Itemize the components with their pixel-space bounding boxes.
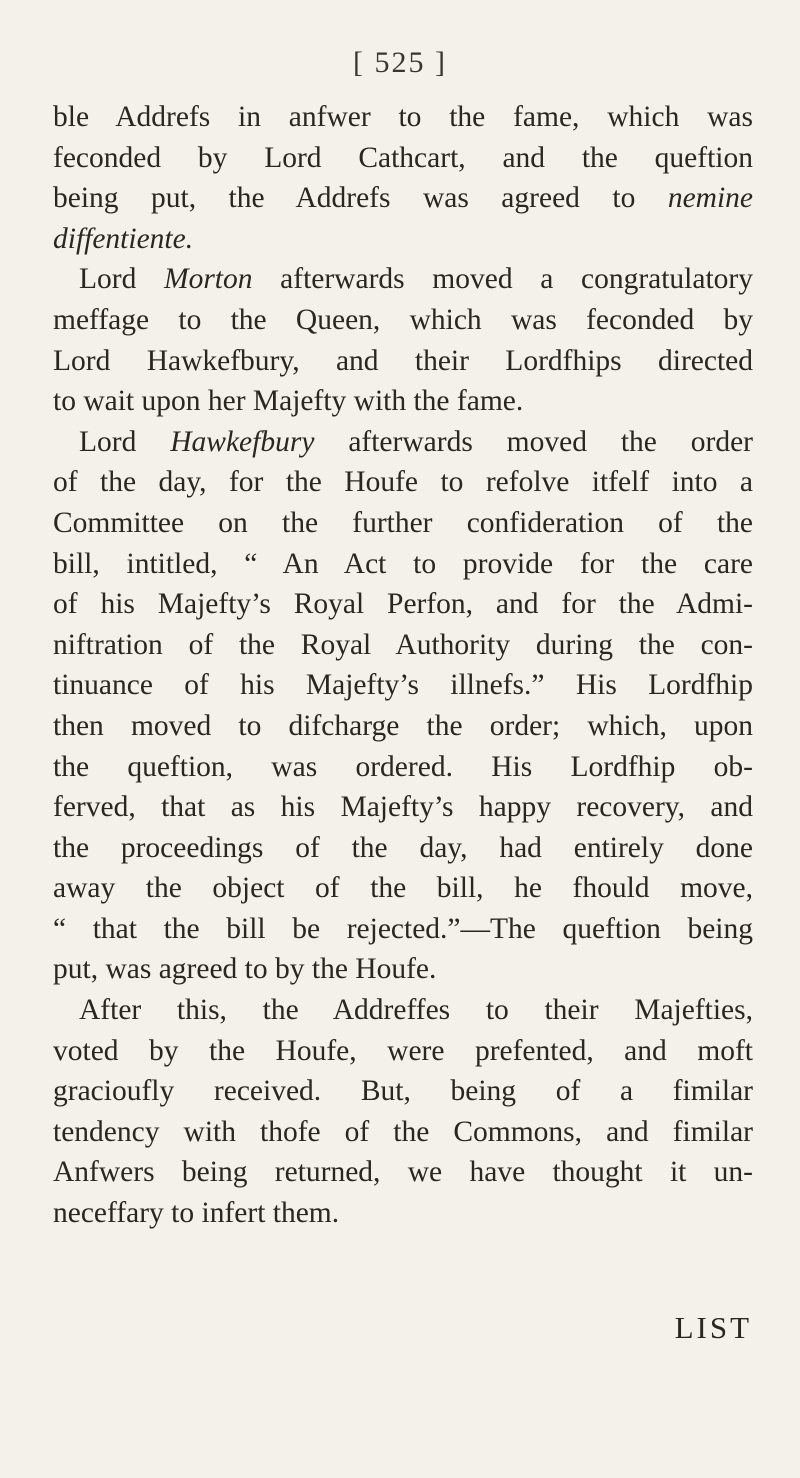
text-line: ble Addrefs in anfwer to the fame, which was — [53, 101, 753, 133]
text-line: tinuance of his Majefty’s illnefs.” His Lordfhip — [53, 669, 753, 702]
text-line — [53, 178, 753, 219]
text-line: Anfwers being returned, we have thought it un- — [53, 1156, 753, 1189]
text-line: meffage to the Queen, which was feconded by — [53, 303, 753, 336]
text-line: feconded by Lord Cathcart, and the queftion — [53, 141, 753, 174]
page-number: [ 525 ] — [353, 46, 447, 79]
text-segment: afterwards moved the order — [348, 425, 754, 458]
text-line: neceffary to infert them. — [53, 1197, 340, 1230]
text-line — [53, 219, 753, 260]
text-segment: being put, the Addrefs was agreed to — [53, 182, 636, 215]
text-line: the queftion, was ordered. His Lordfhip ob- — [53, 750, 753, 783]
paragraph-start-line: After this, the Addreffes to their Majefties, — [79, 994, 753, 1027]
body-text — [53, 97, 753, 1234]
text-line: tendency with thofe of the Commons, and fimilar — [53, 1115, 753, 1148]
text-line: ferved, that as his Majefty’s happy recovery, and — [53, 791, 753, 824]
text-line: then moved to difcharge the order; which, upon — [53, 709, 753, 742]
text-line: voted by the Houfe, were prefented, and moft — [53, 1034, 753, 1067]
text-line: niftration of the Royal Authority during the con- — [53, 628, 753, 661]
text-line: “ that the bill be rejected.”—The queftion being — [53, 912, 753, 945]
italic-phrase: diffentiente. — [53, 222, 194, 255]
text-line: the proceedings of the day, had entirely done — [53, 831, 753, 864]
text-line: gracioufly received. But, being of a fimilar — [53, 1075, 753, 1108]
text-line: of his Majefty’s Royal Perfon, and for the Admi- — [53, 588, 753, 621]
italic-name: Hawkefbury — [170, 425, 315, 458]
italic-phrase: nemine — [667, 182, 754, 215]
text-segment: Lord — [79, 263, 137, 296]
paragraph-start-line — [53, 422, 753, 463]
text-line: Lord Hawkefbury, and their Lordfhips directed — [53, 344, 753, 377]
text-line: away the object of the bill, he fhould move, — [53, 872, 753, 905]
catchword: LIST — [674, 1310, 752, 1345]
italic-name: Morton — [164, 263, 253, 296]
text-segment: afterwards moved a congratulatory — [280, 263, 753, 296]
text-segment: Lord — [79, 425, 137, 458]
text-line: bill, intitled, “ An Act to provide for the care — [53, 547, 753, 580]
text-line: of the day, for the Houfe to refolve itfelf into a — [53, 466, 753, 499]
text-line: to wait upon her Majefty with the fame. — [53, 385, 524, 418]
text-line: Committee on the further confideration of the — [53, 506, 753, 539]
paragraph-start-line — [53, 259, 753, 300]
text-line: put, was agreed to by the Houfe. — [53, 953, 437, 986]
